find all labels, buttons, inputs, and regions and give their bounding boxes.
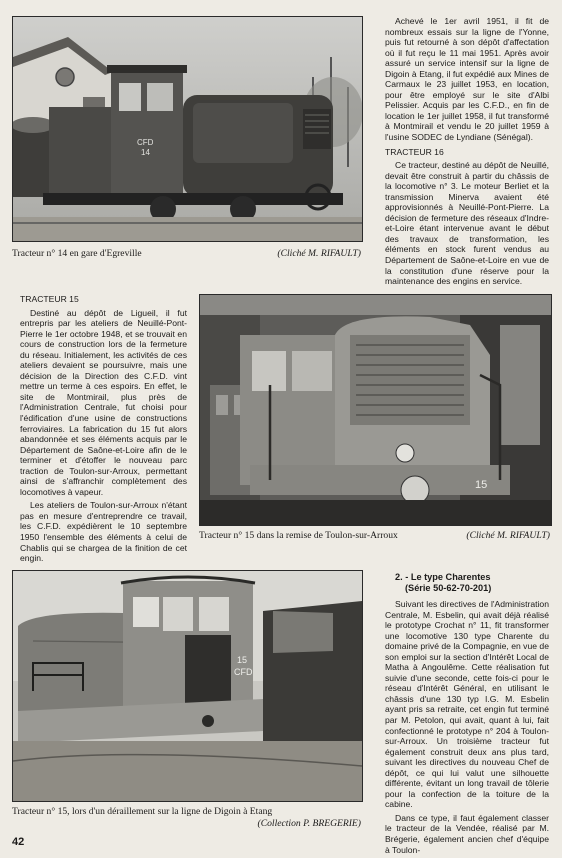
caption-text: Tracteur n° 14 en gare d'Egreville <box>12 248 142 259</box>
photo-tracteur-15-remise <box>199 294 552 526</box>
paragraph: Suivant les directives de l'Administration Centrale, M. Esbelin, qui avait déjà réalisé le prototype Crochat n° 11, fit transformer une locomotive 130 type Charente du domaine privé de la Compagnie, en vue de son emploi sur la section d'Intérêt Local de Matha à Angoulême. Cette réalisation fut suivie d'une seconde, cette fois-ci pour le réseau d'Intérêt Général, en utilisant le châssis d'une 130 typ I.G. M. Esbelin ayant pris sa retraite, cet engin fut terminé par M. Petolon, qui avait, quant à lui, fait confectionné le prototype n° 204 à Toulon-sur-Arroux. Un troisième tracteur fut également construit deux ans plus tard, suivant les directives du nouveau Chef de dépôt, ce qui lui valut une silhouette différente, évitant un long travail de tôlerie pour la confection de la toiture de la cabine. <box>385 599 549 810</box>
paragraph: Les ateliers de Toulon-sur-Arroux n'étant pas en mesure d'entreprendre ce travail, les C.F.D. expédièrent le 10 septembre 1950 l'ensemble des éléments à celui de Chablis qui se chargea de la finition de cet engin. <box>20 500 187 564</box>
photo-1-caption <box>12 248 361 259</box>
text-column-bottom-right <box>385 599 549 855</box>
section-heading-type-charentes <box>395 572 491 583</box>
photo-tracteur-14 <box>12 16 363 242</box>
photo-2-caption <box>199 530 550 541</box>
section-heading: TRACTEUR 16 <box>385 146 444 157</box>
text-column-top-right <box>385 16 549 287</box>
photo-credit: (Cliché M. RIFAULT) <box>466 530 550 541</box>
photo-tracteur-15-deraillement <box>12 570 363 802</box>
marking-cfd: CFD <box>234 667 253 677</box>
photo-credit: (Collection P. BREGERIE) <box>257 818 361 829</box>
caption-text: Tracteur n° 15 dans la remise de Toulon-sur-Arroux <box>199 530 398 541</box>
paragraph: Destiné au dépôt de Ligueil, il fut entrepris par les ateliers de Neuillé-Pont-Pierre le 1er octobre 1948, et se trouvait en cours de construction lors de la fermeture du réseau. Initialement, les activités de ces ateliers devaient se poursuivre, mais une décision de la Direction des C.F.D. vint mettre un terme à ces espoirs. En effet, le site de Montmirail, plus près de l'Administration Centrale, fut choisi pour l'édification d'une usine de constructions ferroviaires. La fabrication du 15 fut alors abandonnée et ses éléments acquis par le Département de Saône-et-Loire afin de le terminer et d'étoffer le nouveau parc traction de Toulon-sur-Arroux, permettant ainsi de s'affranchir complètement des locomotives à vapeur. <box>20 307 187 497</box>
section-series: (Série 50-62-70-201) <box>405 583 492 593</box>
section-title: Le type Charentes <box>410 572 491 582</box>
marking-number: 15 <box>475 479 488 491</box>
marking-cfd: CFD <box>137 138 154 147</box>
text-column-mid-left <box>20 294 187 564</box>
marking-number: 14 <box>141 148 150 157</box>
section-number: 2. - <box>395 572 409 582</box>
page-number: 42 <box>12 836 25 848</box>
section-heading: TRACTEUR 15 <box>20 294 79 304</box>
caption-text: Tracteur n° 15, lors d'un déraillement sur la ligne de Digoin à Etang <box>12 806 273 817</box>
paragraph: Ce tracteur, destiné au dépôt de Neuillé, devait être construit à partir du châssis de la locomotive n° 3. Le moteur Berliet et la transmission Minerva avaient été approvisionnés à Neuillé-Pont-Pierre. La décision de fermeture des réseaux d'Indre-et-Loire étant intervenue avant le début des travaux de transformation, les éléments en stock furent vendus au Département de Saône-et-Loire en vue de la constitution d'une réserve pour la maintenance des engins en service. <box>385 160 549 287</box>
photo-credit: (Cliché M. RIFAULT) <box>277 248 361 259</box>
paragraph: Dans ce type, il faut également classer le tracteur de la Vendée, réalisé par M. Brégerie, également ancien chef d'équipe à Toulon- <box>385 812 549 855</box>
marking-number: 15 <box>237 655 248 665</box>
photo-3-caption <box>12 806 361 817</box>
paragraph: Achevé le 1er avril 1951, il fit de nombreux essais sur la ligne de l'Yonne, puis fut retourné à son dépôt d'affectation où il fut reçu le 11 mai 1951. Après avoir assuré un service intensif sur la ligne de Digoin à Etang, il fut expédié aux Mines de Carmaux le 23 juillet 1953, en location, pour être employé sur le site d'Albi Pelissier. Acquis par les C.F.D., en fin de location le 1er juillet 1958, il fut transformé à Montmirail et vendu le 20 juillet 1959 à l'usine SODEC de Lyndiane (Sénégal). <box>385 16 549 143</box>
